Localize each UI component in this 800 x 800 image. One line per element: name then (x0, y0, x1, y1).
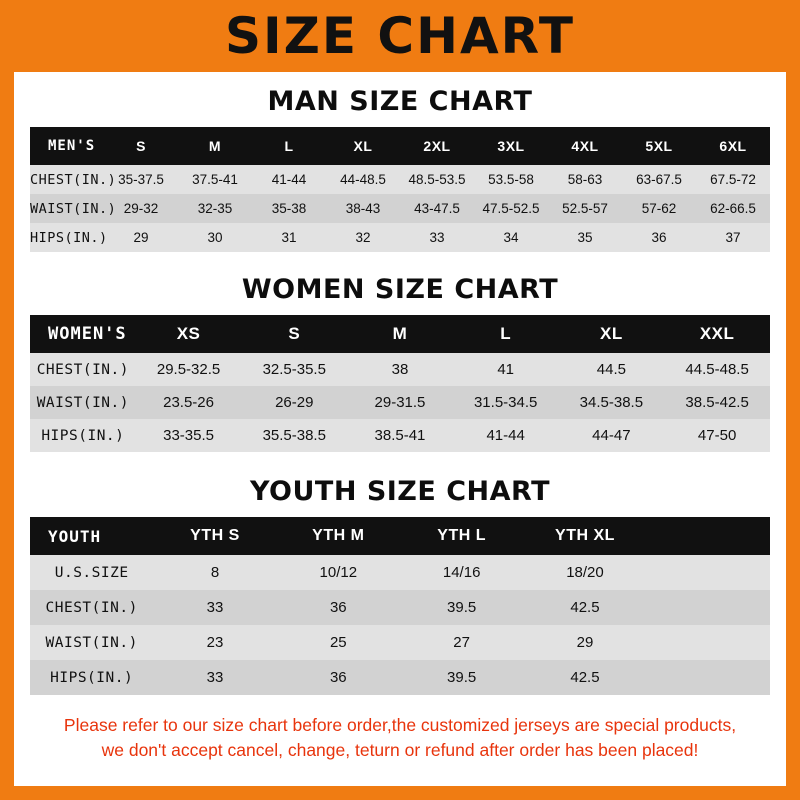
youth-row-label-header: YOUTH (48, 526, 102, 546)
women-col-header: M (392, 324, 408, 343)
youth-col-header: YTH M (312, 527, 365, 544)
footer-note (30, 713, 770, 764)
youth-cell: 33 (206, 599, 224, 616)
table-header-row (30, 315, 770, 353)
women-table-body (30, 353, 770, 452)
women-col-header: S (288, 324, 301, 343)
man-cell: 43-47.5 (414, 201, 460, 216)
man-section-title: MAN SIZE CHART (267, 86, 533, 117)
man-row-label: CHEST(IN.) (30, 171, 117, 188)
man-table-header (30, 127, 770, 165)
man-col-header: M (208, 138, 222, 154)
women-col-header: XL (600, 324, 623, 343)
youth-table-body (30, 555, 770, 695)
women-col-header: XXL (699, 324, 735, 343)
youth-cell: 29 (576, 634, 594, 651)
youth-row-label: U.S.SIZE (54, 564, 129, 581)
man-col-header: S (136, 138, 146, 154)
youth-section-title: YOUTH SIZE CHART (249, 476, 551, 507)
table-row (30, 419, 770, 452)
footer-note-line-1: Please refer to our size chart before order,the customized jerseys are special products, (63, 715, 737, 735)
women-row-label: CHEST(IN.) (36, 361, 129, 378)
man-cell: 37.5-41 (192, 172, 238, 187)
man-cell: 35-38 (271, 201, 307, 216)
table-header-row (30, 517, 770, 555)
women-section-title: WOMEN SIZE CHART (241, 274, 559, 305)
man-size-table (30, 127, 770, 252)
women-cell: 35.5-38.5 (262, 427, 326, 444)
man-cell: 47.5-52.5 (482, 201, 540, 216)
man-cell: 36 (651, 230, 667, 245)
man-cell: 53.5-58 (488, 172, 534, 187)
youth-cell: 27 (453, 634, 470, 651)
women-cell: 47-50 (697, 427, 737, 444)
youth-table-header (30, 517, 770, 555)
women-size-table (30, 315, 770, 452)
women-cell: 41-44 (486, 427, 525, 444)
table-header-row (30, 127, 770, 165)
youth-cell: 42.5 (570, 669, 600, 686)
content-area (14, 86, 786, 764)
youth-cell: 10/12 (319, 564, 358, 581)
man-cell: 44-48.5 (340, 172, 386, 187)
man-col-header: 4XL (571, 138, 599, 154)
women-cell: 29.5-32.5 (156, 361, 221, 378)
page-title: SIZE CHART (224, 7, 576, 65)
man-cell: 33 (429, 230, 445, 245)
women-col-header: XS (176, 324, 201, 343)
table-row (30, 223, 770, 252)
man-cell: 35 (577, 230, 593, 245)
youth-cell: 36 (329, 669, 347, 686)
man-col-header: 3XL (497, 138, 525, 154)
youth-row-label: HIPS(IN.) (50, 669, 134, 686)
man-cell: 63-67.5 (636, 172, 682, 187)
man-col-header: L (284, 138, 294, 154)
youth-row-label: WAIST(IN.) (45, 634, 138, 651)
man-cell: 30 (207, 230, 223, 245)
women-row-label: HIPS(IN.) (41, 427, 125, 444)
youth-cell: 42.5 (570, 599, 600, 616)
footer-note-line-2: we don't accept cancel, change, teturn or refund after order has been placed! (101, 740, 699, 761)
youth-cell: 39.5 (447, 669, 477, 686)
youth-row-label: CHEST(IN.) (45, 599, 138, 616)
table-row (30, 660, 770, 695)
women-cell: 44.5-48.5 (685, 361, 749, 378)
women-cell: 41 (497, 361, 514, 378)
table-row (30, 386, 770, 419)
bottom-accent-bar (0, 786, 800, 800)
man-cell: 31 (281, 230, 297, 245)
women-col-header: L (500, 324, 512, 343)
header-banner (0, 0, 800, 72)
man-cell: 32-35 (197, 201, 233, 216)
youth-col-header: YTH L (437, 527, 486, 544)
women-cell: 34.5-38.5 (579, 394, 644, 411)
women-cell: 33-35.5 (163, 427, 214, 444)
table-row (30, 555, 770, 590)
man-cell: 29 (133, 230, 149, 245)
youth-cell: 8 (210, 564, 220, 581)
youth-cell-empty (647, 625, 770, 660)
man-cell: 35-37.5 (118, 172, 164, 187)
man-col-header: 2XL (423, 138, 451, 154)
man-row-label: HIPS(IN.) (30, 229, 108, 246)
man-cell: 48.5-53.5 (408, 172, 466, 187)
women-table-header (30, 315, 770, 353)
man-col-header: XL (353, 138, 373, 154)
man-cell: 67.5-72 (710, 172, 756, 187)
man-cell: 62-66.5 (710, 201, 756, 216)
man-cell: 58-63 (567, 172, 603, 187)
man-col-header: 5XL (645, 138, 673, 154)
man-cell: 38-43 (345, 201, 381, 216)
women-cell: 32.5-35.5 (262, 361, 326, 378)
women-cell: 26-29 (275, 394, 314, 411)
youth-cell: 14/16 (442, 564, 481, 581)
youth-cell-empty (647, 590, 770, 625)
man-row-label: WAIST(IN.) (30, 200, 117, 217)
man-cell: 41-44 (271, 172, 307, 187)
man-cell: 29-32 (123, 201, 159, 216)
man-row-label-header: MEN'S (48, 138, 96, 154)
women-cell: 44.5 (596, 361, 626, 378)
youth-cell: 39.5 (447, 599, 477, 616)
youth-col-header: YTH XL (555, 527, 615, 544)
table-row (30, 353, 770, 386)
youth-cell: 33 (206, 669, 224, 686)
women-cell: 38.5-42.5 (685, 394, 749, 411)
women-row-label: WAIST(IN.) (36, 394, 129, 411)
table-row (30, 194, 770, 223)
man-cell: 34 (503, 230, 519, 245)
youth-cell-empty (647, 555, 770, 590)
women-cell: 23.5-26 (163, 394, 214, 411)
women-cell: 31.5-34.5 (473, 394, 538, 411)
man-cell: 52.5-57 (562, 201, 608, 216)
youth-col-header-empty (647, 517, 770, 555)
youth-cell-empty (647, 660, 770, 695)
man-cell: 57-62 (641, 201, 677, 216)
youth-col-header: YTH S (190, 527, 240, 544)
youth-cell: 36 (329, 599, 347, 616)
women-cell: 44-47 (592, 427, 631, 444)
youth-cell: 25 (329, 634, 347, 651)
women-cell: 38.5-41 (374, 427, 426, 444)
women-cell: 38 (391, 361, 409, 378)
youth-cell: 23 (206, 634, 224, 651)
table-row (30, 625, 770, 660)
man-col-header: 6XL (719, 138, 747, 154)
women-cell: 29-31.5 (374, 394, 426, 411)
women-row-label-header: WOMEN'S (48, 324, 127, 344)
man-cell: 32 (355, 230, 371, 245)
man-cell: 37 (725, 230, 741, 245)
youth-size-table (30, 517, 770, 695)
man-table-body (30, 165, 770, 252)
youth-cell: 18/20 (566, 564, 604, 581)
table-row (30, 590, 770, 625)
table-row (30, 165, 770, 194)
